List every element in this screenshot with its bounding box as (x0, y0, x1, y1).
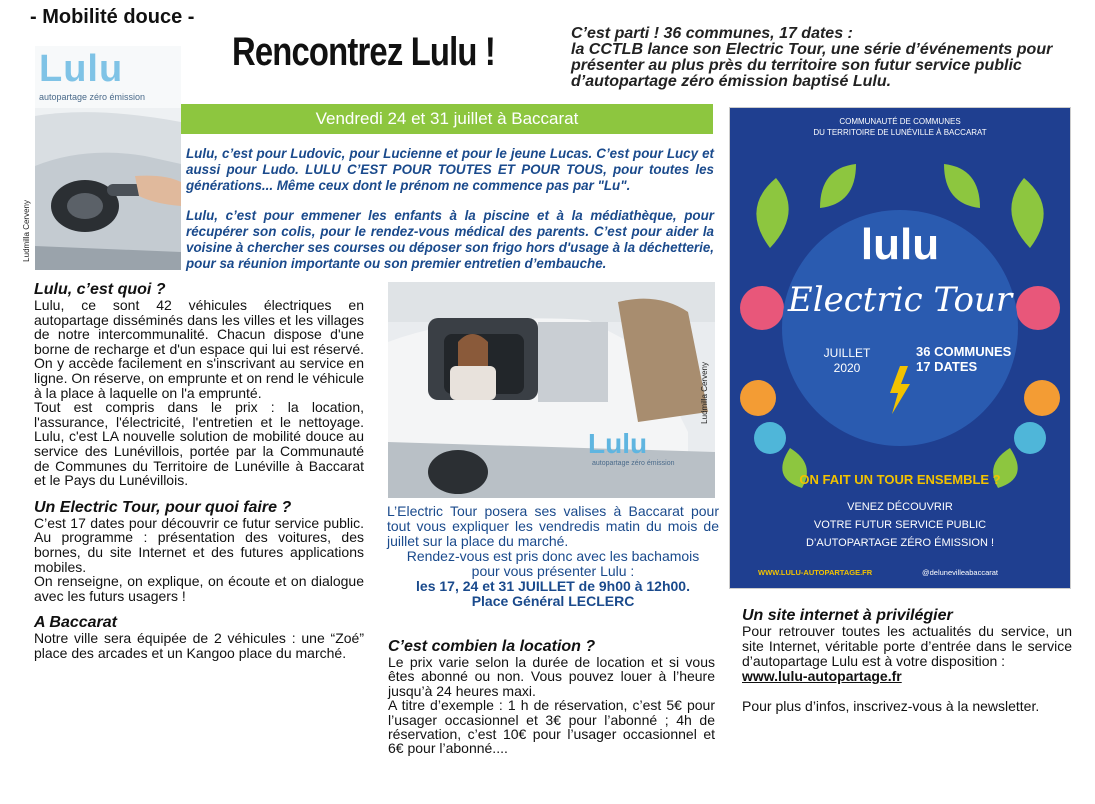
poster-social: @delunevilleabaccarat (922, 568, 998, 577)
middle-paragraph-1: Le prix varie selon la durée de location et si vous êtes abonné ou non. Vous pouvez louer à l’heure jusqu’à 24 heures maxi. (388, 654, 715, 699)
right-column (742, 608, 1072, 714)
heading-price: C’est combien la location ? (388, 638, 596, 655)
poster-message (730, 498, 1070, 552)
headline: Rencontrez Lulu ! (232, 30, 496, 74)
photo2-credit: Ludmilla Cerveny (700, 362, 709, 424)
left-paragraph-4: On renseigne, on explique, on écoute et on dialogue avec les futurs usagers ! (34, 573, 364, 604)
date-banner: Vendredi 24 et 31 juillet à Baccarat (181, 104, 713, 134)
caption-line-2: pour vous présenter Lulu : (471, 563, 635, 579)
left-paragraph-1: Lulu, ce sont 42 véhicules électriques en autopartage disséminés dans les villes et les villages de notre intercommunalité. Chacun dispose d'une borne de recharge et d'un espace qui lui est réservé. On y accède facilement en s'inscrivant au service en ligne. On réserve, on emprunte et on rend le véhicule à la place à laquelle on l'a emprunté. (34, 297, 364, 401)
blue-intro-block (186, 146, 714, 286)
intro-rest: la CCTLB lance son Electric Tour, une série d’événements pour présenter au plus près du territoire son futur service public d’autopartage zéro émission baptisé Lulu. (571, 41, 1053, 90)
heading-what-is-lulu: Lulu, c’est quoi ? (34, 281, 166, 298)
photo1-credit: Ludmilla Cerveny (22, 200, 31, 262)
photo1-logo: Lulu (39, 48, 124, 90)
left-paragraph-3: C’est 17 dates pour découvrir ce futur service public. Au programme : présentation des voitures, des bornes, du site Internet et des futures applications mobiles. (34, 514, 364, 575)
electric-tour-poster (729, 107, 1071, 589)
poster-slogan: ON FAIT UN TOUR ENSEMBLE ? (799, 472, 1001, 487)
caption-paragraph: L’Electric Tour posera ses valises à Baccarat pour tout vous expliquer les vendredis matin du mois de juillet sur la place du marché. (387, 503, 719, 549)
heading-electric-tour: Un Electric Tour, pour quoi faire ? (34, 498, 292, 516)
poster-line-3: D’AUTOPARTAGE ZÉRO ÉMISSION ! (805, 537, 995, 549)
poster-org-line-1: COMMUNAUTÉ DE COMMUNES (839, 117, 961, 126)
intro-line-1: C’est parti ! 36 communes, 17 dates : (571, 25, 853, 42)
middle-column (388, 639, 715, 756)
left-paragraph-5: Notre ville sera équipée de 2 véhicules : une “Zoé” place des arcades et un Kangoo place du marché. (34, 630, 364, 661)
intro (571, 26, 1071, 90)
poster-org-line-2: DU TERRITOIRE DE LUNÉVILLE À BACCARAT (813, 128, 987, 137)
poster-line-1: VENEZ DÉCOUVRIR (847, 501, 953, 513)
heading-baccarat: A Baccarat (34, 614, 118, 632)
website-link[interactable]: www.lulu-autopartage.fr (742, 668, 902, 684)
left-column (34, 282, 364, 660)
right-paragraph-2: Pour plus d’infos, inscrivez-vous à la newsletter. (742, 698, 1040, 714)
photo1-logo-sub: autopartage zéro émission (39, 92, 146, 102)
poster-year: 2020 (833, 361, 861, 375)
caption-place: Place Général LECLERC (471, 593, 635, 609)
left-paragraph-2: Tout est compris dans le prix : la location, l'assurance, l'électricité, l'entretien et le nettoyage. Lulu, c'est LA nouvelle solution de mobilité douce au service des Lunévillois, portée par la Communauté de Communes du Territoire de Lunéville à Baccarat et le Pays du Lunévillois. (34, 399, 364, 489)
blue-paragraph-2: Lulu, c’est pour emmener les enfants à la piscine et à la médiathèque, pour récupérer son colis, pour le rendez-vous médical des parents. C’est pour aider la voisine à chercher ses courses ou déposer son frigo hors d'usage à la déchetterie, pour sa réunion importante ou son premier entretien d’embauche. (186, 208, 714, 271)
blue-paragraph-1: Lulu, c’est pour Ludovic, pour Lucienne et pour le jeune Lucas. C’est pour Lucy et aussi pour Ludo. LULU C’EST POUR TOUTES ET POUR TOUS, pour toutes les générations... Même ceux dont le prénom ne commence pas par "Lu". (186, 146, 714, 193)
poster-brand: lulu (860, 220, 940, 269)
poster-organization (730, 116, 1070, 138)
car-photo (388, 282, 715, 498)
section-label: - Mobilité douce - (30, 6, 195, 28)
middle-paragraph-2: A titre d’exemple : 1 h de réservation, c’est 5€ pour l’usager occasionnel et 3€ pour l’abonné ; 4h de réservation, c’est 10€ pour l’usager occasionnel et 6€ pour l’abonné.... (388, 697, 715, 757)
photo2-logo-sub: autopartage zéro émission (592, 460, 675, 467)
photo2-logo: Lulu (588, 428, 648, 459)
poster-line-2: VOTRE FUTUR SERVICE PUBLIC (813, 519, 987, 531)
poster-when (812, 346, 882, 376)
heading-website: Un site internet à privilégier (742, 607, 953, 624)
poster-website: WWW.LULU-AUTOPARTAGE.FR (758, 568, 873, 577)
event-caption (387, 504, 719, 609)
right-paragraph-1: Pour retrouver toutes les actualités du service, un site Internet, véritable porte d’entrée dans le service d’autopartage Lulu est à votre disposition : (742, 623, 1072, 669)
poster-month: JUILLET (823, 346, 871, 360)
caption-line-1: Rendez-vous est pris donc avec les bachamois (406, 548, 700, 564)
poster-title: Electric Tour (787, 280, 1013, 320)
poster-dates: 17 DATES (916, 359, 978, 374)
charging-photo (35, 46, 181, 270)
poster-counts (916, 344, 1011, 374)
caption-dates: les 17, 24 et 31 JUILLET de 9h00 à 12h00. (416, 578, 690, 594)
poster-communes: 36 COMMUNES (916, 344, 1012, 359)
